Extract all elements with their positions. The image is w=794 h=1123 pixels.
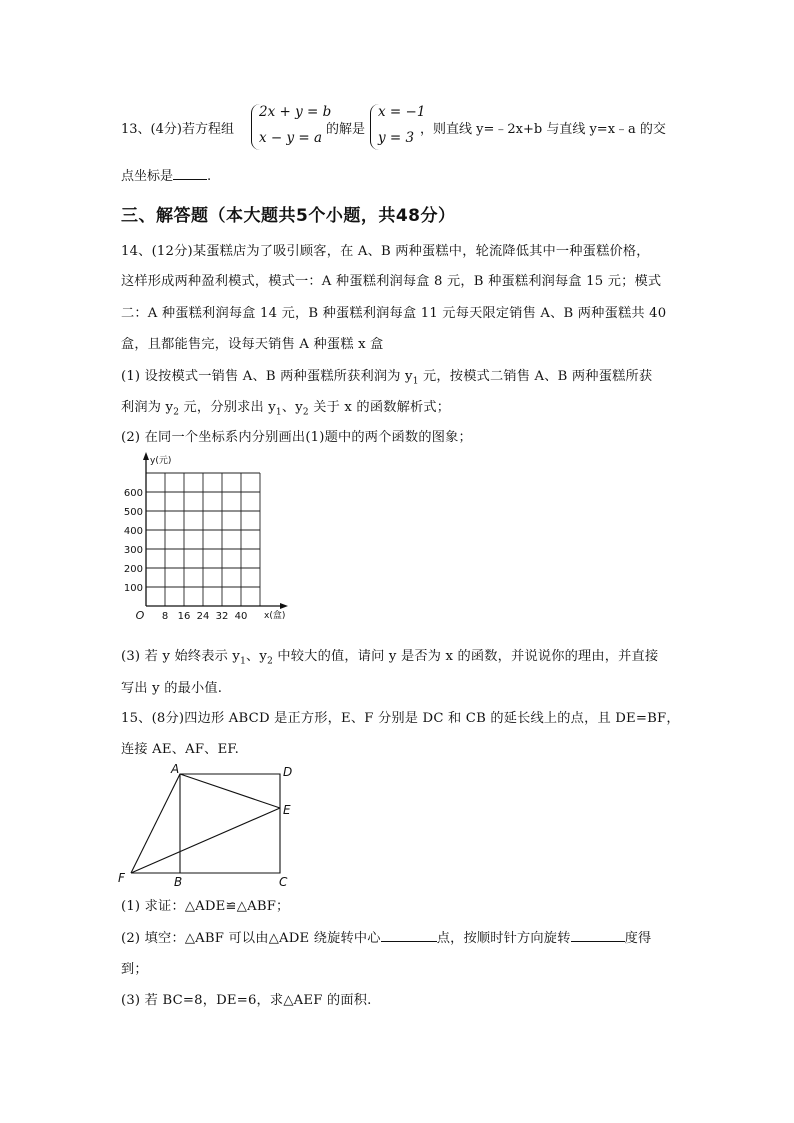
x-tick-label: 32 <box>215 611 229 622</box>
subscript: 2 <box>267 656 274 667</box>
label-e: E <box>283 803 291 817</box>
q14-part1-line1 <box>121 365 652 387</box>
subscript: 1 <box>412 376 419 387</box>
subscript: 1 <box>240 656 247 667</box>
q15-part2-line2: 到； <box>121 962 148 977</box>
y-tick-label: 100 <box>123 583 143 594</box>
q13-suffix: ，则直线 y=﹣2x+b 与直线 y=x﹣a 的交 <box>420 122 666 137</box>
geometry-figure <box>112 760 302 890</box>
q13-line2-end: . <box>207 169 212 184</box>
q15-line1: 15、(8分)四边形 ABCD 是正方形，E、F 分别是 DC 和 CB 的延长线上的点，且 DE=BF， <box>121 711 680 726</box>
answer-blank <box>571 929 625 942</box>
q15-line2: 连接 AE、AF、EF. <box>121 742 240 757</box>
q14-part1-line2 <box>121 396 450 418</box>
label-d: D <box>283 765 293 779</box>
q14-part3-line2: 写出 y 的最小值. <box>121 681 223 696</box>
q14-part1-text-a: (1) 设按模式一销售 A、B 两种蛋糕所获利润为 y <box>121 369 413 384</box>
coordinate-grid <box>118 450 318 630</box>
q14-part3-text-a: (3) 若 y 始终表示 y <box>121 649 241 664</box>
q14-part1-text-c: 利润为 y <box>121 400 174 415</box>
x-tick-label: 16 <box>177 611 191 622</box>
q15-part3: (3) 若 BC=8，DE=6，求△AEF 的面积. <box>121 993 372 1008</box>
q15-part2-text-b: 点，按顺时针方向旋转 <box>436 931 571 946</box>
q13-line2: 点坐标是 <box>121 169 174 184</box>
q14-part3-line1 <box>121 645 658 667</box>
label-a: A <box>171 762 180 776</box>
q13-prefix: 13、(4分)若方程组 <box>121 122 234 137</box>
q13-middle: 的解是 <box>326 122 366 137</box>
y-axis-label: y(元) <box>150 456 172 466</box>
x-tick-label: 24 <box>196 611 210 622</box>
y-tick-label: 200 <box>123 564 143 575</box>
q13-system1-eq2: x − y = a <box>259 130 323 146</box>
q14-line1: 14、(12分)某蛋糕店为了吸引顾客，在 A、B 两种蛋糕中，轮流降低其中一种蛋糕价格， <box>121 244 650 259</box>
q14-part1-text-b: 元，按模式二销售 A、B 两种蛋糕所获 <box>418 369 653 384</box>
x-axis-arrow <box>280 603 288 609</box>
q15-part1: (1) 求证：△ADE≌△ABF； <box>121 899 290 914</box>
q13-system2-eq1: x = −1 <box>378 104 426 120</box>
segment-ef <box>131 808 280 873</box>
segment-af <box>131 774 180 873</box>
y-tick-label: 300 <box>123 545 143 556</box>
subscript: 1 <box>275 407 282 418</box>
q13-system1-eq1: 2x + y = b <box>259 104 332 120</box>
label-c: C <box>279 875 288 889</box>
q14-part1-text-f: 关于 x 的函数解析式； <box>308 400 451 415</box>
x-axis-label: x(盒) <box>264 611 286 621</box>
q14-part1-text-d: 元，分别求出 y <box>179 400 276 415</box>
q15-part2-line1 <box>121 927 651 946</box>
q15-part2-text-a: (2) 填空：△ABF 可以由△ADE 绕旋转中心 <box>121 931 381 946</box>
q14-part3-text-c: 中较大的值，请问 y 是否为 x 的函数，并说说你的理由，并直接 <box>273 649 659 664</box>
subscript: 2 <box>173 407 180 418</box>
y-tick-label: 600 <box>123 488 143 499</box>
x-tick-label: 40 <box>234 611 248 622</box>
square-abcd <box>180 774 280 873</box>
answer-blank <box>173 167 207 180</box>
q14-part3-text-b: 、y <box>246 649 268 664</box>
y-axis-arrow <box>143 452 149 460</box>
y-tick-label: 500 <box>123 507 143 518</box>
q14-line4: 盒，且都能售完，设每天销售 A 种蛋糕 x 盒 <box>121 337 384 352</box>
origin-label: O <box>135 609 145 622</box>
q14-line3: 二：A 种蛋糕利润每盒 14 元，B 种蛋糕利润每盒 11 元每天限定销售 A、B 两种蛋糕共 40 <box>121 306 667 321</box>
label-f: F <box>118 871 125 885</box>
subscript: 2 <box>302 407 309 418</box>
section-heading: 三、解答题（本大题共5个小题，共48分） <box>121 206 456 226</box>
label-b: B <box>174 875 183 889</box>
q13-system2-eq2: y = 3 <box>378 130 415 146</box>
q15-part2-text-c: 度得 <box>624 931 652 946</box>
q14-part1-text-e: 、y <box>281 400 303 415</box>
segment-ae <box>180 774 280 808</box>
answer-blank <box>381 929 437 942</box>
q14-part2: (2) 在同一个坐标系内分别画出(1)题中的两个函数的图象； <box>121 430 472 445</box>
x-tick-label: 8 <box>161 611 169 622</box>
q14-line2: 这样形成两种盈利模式，模式一：A 种蛋糕利润每盒 8 元，B 种蛋糕利润每盒 15 元；模式 <box>121 274 662 289</box>
y-tick-label: 400 <box>123 526 143 537</box>
